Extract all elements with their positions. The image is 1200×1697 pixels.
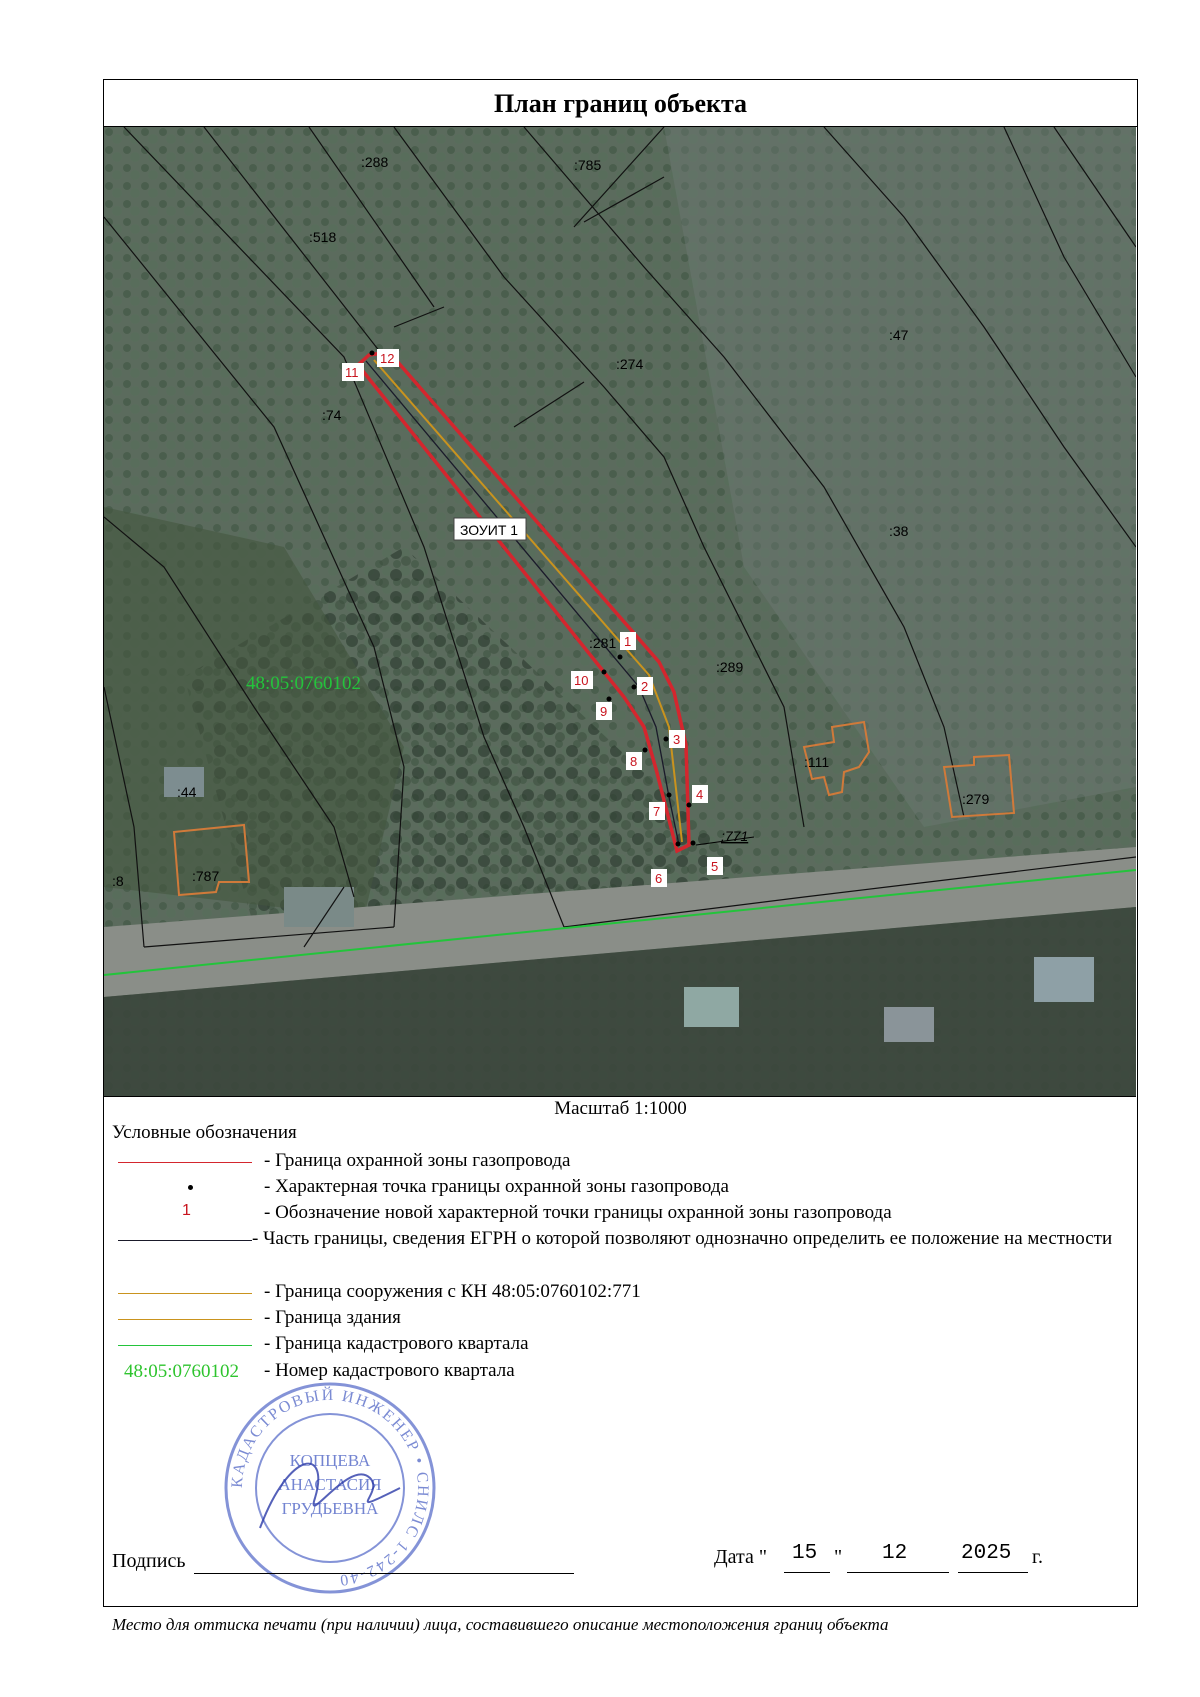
signature-label: Подпись bbox=[112, 1550, 186, 1572]
date-day[interactable]: 15 bbox=[792, 1542, 818, 1565]
parcel-label: :279 bbox=[962, 791, 990, 807]
parcel-label: :74 bbox=[322, 407, 342, 423]
legend-green-line bbox=[118, 1345, 252, 1346]
legend-text: - Граница здания bbox=[264, 1307, 401, 1328]
date-suffix: г. bbox=[1032, 1546, 1043, 1568]
signature-scribble bbox=[260, 1464, 400, 1528]
seal-stamp bbox=[220, 1378, 440, 1598]
house bbox=[284, 887, 354, 927]
parcel-label: :281 bbox=[589, 635, 617, 651]
stamp-line: АНАСТАСИЯ bbox=[278, 1475, 382, 1494]
legend-dot bbox=[188, 1185, 193, 1190]
legend-text: - Обозначение новой характерной точки границы охранной зоны газопровода bbox=[264, 1202, 892, 1223]
stamp-line: ГРУДЬЕВНА bbox=[281, 1499, 379, 1518]
legend-text: - Граница кадастрового квартала bbox=[264, 1333, 529, 1354]
quarter-label: 48:05:0760102 bbox=[246, 673, 362, 694]
legend-item-quarter-boundary bbox=[112, 1332, 1127, 1358]
point-label: 4 bbox=[696, 787, 704, 802]
legend-text: - Граница охранной зоны газопровода bbox=[264, 1150, 571, 1171]
date-month-line bbox=[847, 1572, 949, 1573]
structure-label: :771 bbox=[721, 828, 749, 844]
legend-quarter-number: 48:05:0760102 bbox=[124, 1361, 240, 1382]
house bbox=[884, 1007, 934, 1042]
date-label: Дата " bbox=[714, 1546, 768, 1568]
point-label: 7 bbox=[653, 804, 661, 819]
map-svg bbox=[104, 127, 1136, 1097]
parcel-label: :274 bbox=[616, 356, 644, 372]
parcel-label: :518 bbox=[309, 229, 337, 245]
legend-text: - Характерная точка границы охранной зоны газопровода bbox=[264, 1176, 729, 1197]
legend-tan-line bbox=[118, 1319, 252, 1320]
point-label: 5 bbox=[711, 859, 719, 874]
map-area bbox=[104, 127, 1136, 1097]
house bbox=[1034, 957, 1094, 1002]
date-year[interactable]: 2025 bbox=[961, 1542, 1012, 1565]
point-label: 9 bbox=[600, 704, 608, 719]
point-label: 11 bbox=[345, 365, 359, 380]
stamp-line: КОПЦЕВА bbox=[289, 1451, 371, 1470]
parcel-label: :38 bbox=[889, 523, 909, 539]
legend-item-point bbox=[112, 1175, 1127, 1201]
date-year-line bbox=[958, 1572, 1028, 1573]
date-block bbox=[714, 1542, 1043, 1569]
stamp-ring-text: КАДАСТРОВЫЙ ИНЖЕНЕР • СНИЛС 1-242-40 bbox=[228, 1386, 432, 1589]
date-day-line bbox=[784, 1572, 830, 1573]
point-label: 3 bbox=[673, 732, 681, 747]
date-month[interactable]: 12 bbox=[882, 1542, 908, 1565]
map-scale: Масштаб 1:1000 bbox=[554, 1098, 687, 1119]
legend-text: - Часть границы, сведения ЕГРН о которой позволяют однозначно определить ее положение на местности bbox=[252, 1228, 1113, 1249]
point-label: 1 bbox=[624, 634, 632, 649]
parcel-label: :8 bbox=[112, 873, 124, 889]
seal-place-note: Место для оттиска печати (при наличии) лица, составившего описание местоположения границ объекта bbox=[112, 1615, 889, 1634]
legend-text: - Номер кадастрового квартала bbox=[264, 1360, 515, 1381]
parcel-label: :44 bbox=[177, 784, 197, 800]
legend-point-number: 1 bbox=[182, 1202, 191, 1219]
signature-line[interactable] bbox=[194, 1573, 574, 1574]
legend-item-new-point bbox=[112, 1201, 1127, 1227]
parcel-label: :288 bbox=[361, 154, 389, 170]
legend-tan-line bbox=[118, 1293, 252, 1294]
legend-text: - Граница сооружения с КН 48:05:0760102:771 bbox=[264, 1281, 641, 1302]
parcel-label: :785 bbox=[574, 157, 602, 173]
legend-item-building bbox=[112, 1306, 1127, 1332]
legend-dark-line bbox=[118, 1240, 252, 1241]
house bbox=[684, 987, 739, 1027]
parcel-label: :787 bbox=[192, 868, 220, 884]
date-quote: " bbox=[834, 1546, 843, 1568]
legend-item-structure bbox=[112, 1280, 1127, 1306]
legend-item-zone bbox=[112, 1149, 1127, 1175]
legend-red-line bbox=[118, 1162, 252, 1163]
legend-item-known-boundary bbox=[112, 1227, 1127, 1277]
point-label: 2 bbox=[641, 679, 649, 694]
point-label: 10 bbox=[574, 673, 589, 688]
parcel-label: :289 bbox=[716, 659, 744, 675]
point-label: 12 bbox=[380, 351, 395, 366]
parcel-label: :111 bbox=[804, 754, 830, 770]
page-title: План границ объекта bbox=[104, 80, 1137, 127]
zone-label: ЗОУИТ 1 bbox=[460, 522, 519, 538]
legend-title: Условные обозначения bbox=[112, 1122, 297, 1143]
point-label: 8 bbox=[630, 754, 638, 769]
point-label: 6 bbox=[655, 871, 663, 886]
parcel-label: :47 bbox=[889, 327, 909, 343]
document-frame bbox=[103, 79, 1138, 1634]
